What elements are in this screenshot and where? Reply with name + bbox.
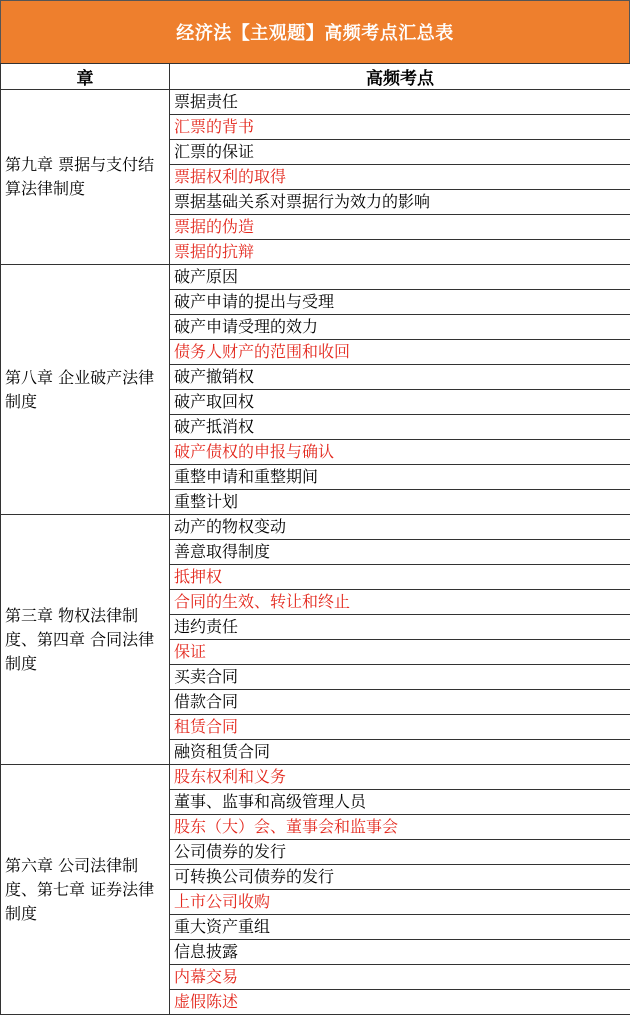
topic-cell-highlighted: 票据的抗辩 (170, 240, 630, 265)
topic-cell: 信息披露 (170, 940, 630, 965)
table-row (1, 90, 630, 115)
topic-cell: 违约责任 (170, 615, 630, 640)
table-row (1, 515, 630, 540)
header-row (1, 64, 630, 90)
topic-cell: 买卖合同 (170, 665, 630, 690)
topic-cell-highlighted: 票据的伪造 (170, 215, 630, 240)
table-body (1, 90, 630, 1015)
topic-cell-highlighted: 保证 (170, 640, 630, 665)
topic-cell-highlighted: 内幕交易 (170, 965, 630, 990)
topic-cell: 融资租赁合同 (170, 740, 630, 765)
topic-cell-highlighted: 汇票的背书 (170, 115, 630, 140)
table-row (1, 765, 630, 790)
topic-cell: 重整申请和重整期间 (170, 465, 630, 490)
topic-cell: 公司债券的发行 (170, 840, 630, 865)
topic-cell: 破产申请的提出与受理 (170, 290, 630, 315)
chapter-cell: 第六章 公司法律制度、第七章 证券法律制度 (1, 765, 170, 1015)
topic-cell: 破产取回权 (170, 390, 630, 415)
topic-cell: 汇票的保证 (170, 140, 630, 165)
topic-cell: 动产的物权变动 (170, 515, 630, 540)
topic-cell: 可转换公司债券的发行 (170, 865, 630, 890)
topic-cell: 善意取得制度 (170, 540, 630, 565)
topic-cell: 破产原因 (170, 265, 630, 290)
topic-cell: 重大资产重组 (170, 915, 630, 940)
topic-cell-highlighted: 上市公司收购 (170, 890, 630, 915)
topic-cell: 破产撤销权 (170, 365, 630, 390)
topic-cell-highlighted: 股东（大）会、董事会和监事会 (170, 815, 630, 840)
chapter-cell: 第八章 企业破产法律制度 (1, 265, 170, 515)
topic-cell-highlighted: 破产债权的申报与确认 (170, 440, 630, 465)
topic-cell-highlighted: 抵押权 (170, 565, 630, 590)
topics-column-header: 高频考点 (170, 64, 630, 90)
topic-cell: 票据基础关系对票据行为效力的影响 (170, 190, 630, 215)
topic-cell-highlighted: 票据权利的取得 (170, 165, 630, 190)
summary-table (0, 63, 630, 1015)
topic-cell: 董事、监事和高级管理人员 (170, 790, 630, 815)
topic-cell-highlighted: 租赁合同 (170, 715, 630, 740)
topic-cell: 破产申请受理的效力 (170, 315, 630, 340)
topic-cell: 借款合同 (170, 690, 630, 715)
table-title: 经济法【主观题】高频考点汇总表 (0, 0, 630, 63)
chapter-column-header: 章 (1, 64, 170, 90)
topic-cell: 重整计划 (170, 490, 630, 515)
topic-cell-highlighted: 虚假陈述 (170, 990, 630, 1015)
topic-cell-highlighted: 合同的生效、转让和终止 (170, 590, 630, 615)
topic-cell: 票据责任 (170, 90, 630, 115)
chapter-cell: 第九章 票据与支付结算法律制度 (1, 90, 170, 265)
topic-cell-highlighted: 股东权利和义务 (170, 765, 630, 790)
chapter-cell: 第三章 物权法律制度、第四章 合同法律制度 (1, 515, 170, 765)
topic-cell-highlighted: 债务人财产的范围和收回 (170, 340, 630, 365)
table-row (1, 265, 630, 290)
topic-cell: 破产抵消权 (170, 415, 630, 440)
